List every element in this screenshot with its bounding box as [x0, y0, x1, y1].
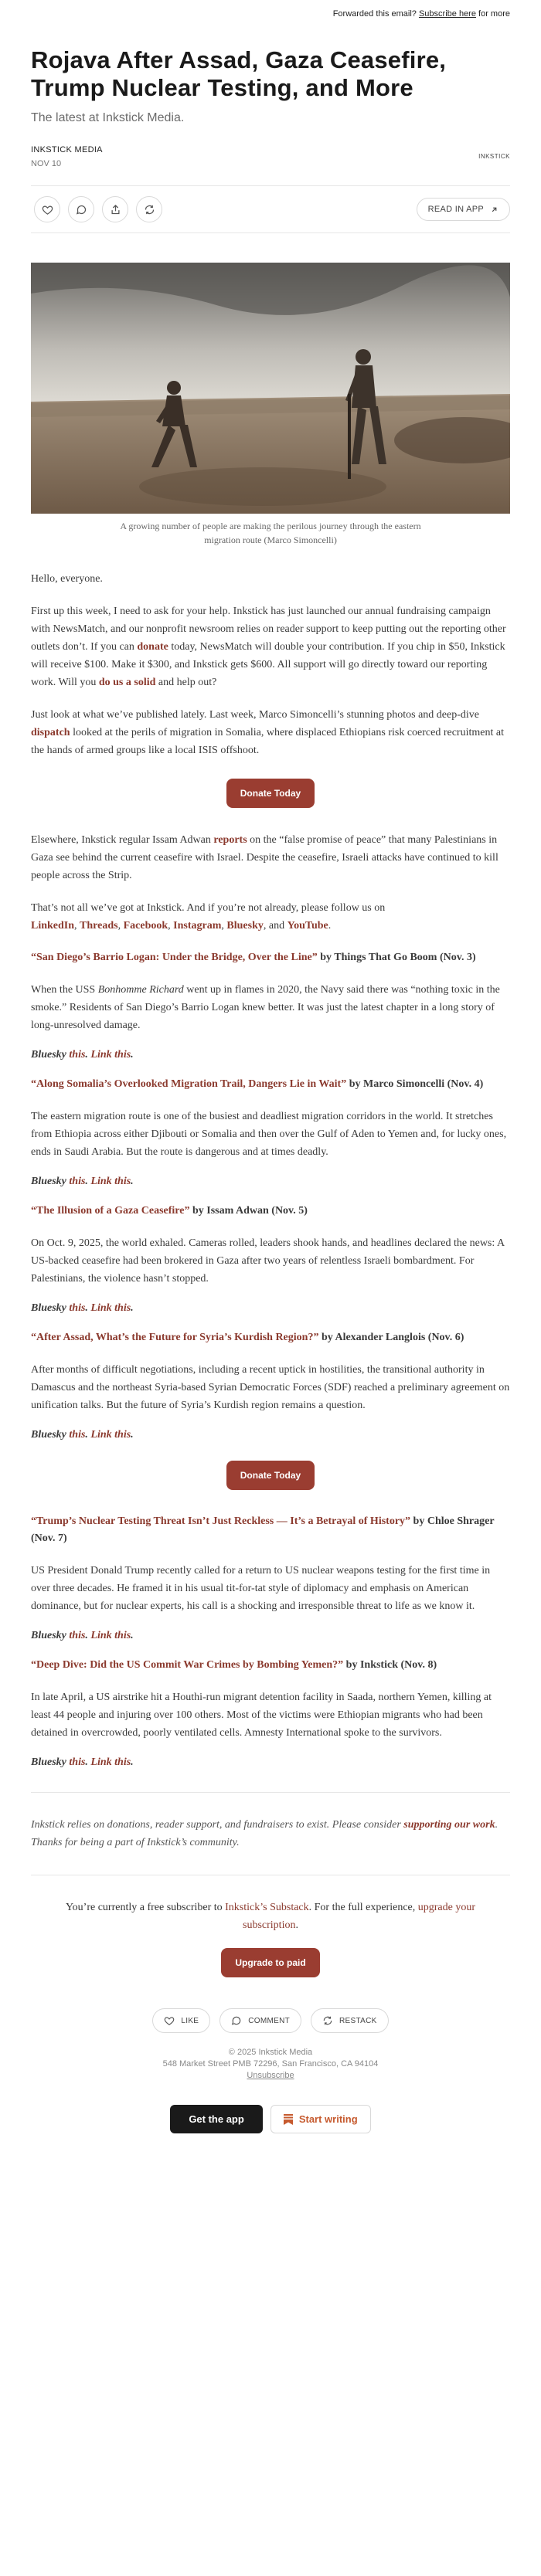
- action-bar: [31, 185, 510, 233]
- story-heading: “The Illusion of a Gaza Ceasefire” by Issam Adwan (Nov. 5): [31, 1205, 308, 1217]
- story-summary: On Oct. 9, 2025, the world exhaled. Cameras rolled, leaders shook hands, and headlines declared the news: A US-backed ceasefire had been brokered in Gaza after two years of relentless Israeli bombardment. For Palestinians, the violence hasn’t stopped.: [31, 1237, 505, 1285]
- hero-photo: [31, 263, 510, 514]
- instagram-link[interactable]: Instagram: [173, 920, 222, 932]
- share-button[interactable]: [102, 196, 128, 222]
- footer-like-button[interactable]: [152, 2008, 210, 2033]
- bluesky-this-link[interactable]: this: [69, 1756, 86, 1768]
- link-this-link[interactable]: Link this: [90, 1630, 131, 1641]
- read-in-app-button[interactable]: [417, 198, 510, 221]
- post-subtitle: The latest at Inkstick Media.: [31, 111, 185, 124]
- story-title-link[interactable]: “Trump’s Nuclear Testing Threat Isn’t Just Reckless — It’s a Betrayal of History”: [31, 1515, 411, 1527]
- address-text: 548 Market Street PMB 72296, San Francisco, CA 94104: [162, 2059, 379, 2069]
- post-meta: [31, 145, 510, 168]
- restack-label: RESTACK: [339, 2016, 377, 2025]
- get-the-app-button[interactable]: Get the app: [170, 2105, 263, 2133]
- story-summary: When the USS Bonhomme Richard went up in flames in 2020, the Navy said there was “nothing toxic in the smoke.” Residents of San Diego’s Barrio Logan knew better. It was just the latest chapter in a long story of long-unresolved damage.: [31, 984, 500, 1031]
- substack-logo-icon: [284, 2114, 293, 2125]
- story-heading: “Along Somalia’s Overlooked Migration Trail, Dangers Lie in Wait” by Marco Simoncelli (Nov. 4): [31, 1078, 484, 1090]
- bluesky-link[interactable]: Bluesky: [226, 920, 264, 932]
- forward-text: Forwarded this email?: [332, 9, 417, 19]
- story-links: Bluesky this. Link this.: [31, 1049, 134, 1061]
- start-writing-button[interactable]: [270, 2105, 371, 2133]
- link-this-link[interactable]: Link this: [90, 1302, 131, 1314]
- footer-comment-button[interactable]: [219, 2008, 301, 2033]
- story-heading: “After Assad, What’s the Future for Syria’s Kurdish Region?” by Alexander Langlois (Nov. 6): [31, 1332, 464, 1343]
- copyright-block: [31, 2047, 510, 2082]
- bluesky-this-link[interactable]: this: [69, 1176, 86, 1187]
- do-us-a-solid-link[interactable]: do us a solid: [98, 677, 156, 688]
- donate-button[interactable]: Donate Today: [226, 1461, 315, 1490]
- facebook-link[interactable]: Facebook: [123, 920, 168, 932]
- publication-logo: INKSTICK: [478, 153, 510, 160]
- story-summary: After months of difficult negotiations, including a recent uptick in hostilities, the transitional authority in Damascus and the northeast Syria-based Syrian Democratic Forces (SDF) reached a preliminary agreement on unification talks. But the future of Syria’s Kurdish region remains a question.: [31, 1364, 510, 1411]
- unsubscribe-link[interactable]: Unsubscribe: [247, 2071, 294, 2080]
- engagement-row: [31, 2008, 510, 2033]
- heart-icon: [42, 204, 53, 216]
- supporting-our-work-link[interactable]: supporting our work: [403, 1819, 495, 1831]
- story-summary: US President Donald Trump recently called for a return to US nuclear weapons testing for the first time in over three decades. He framed it in his usual tit-for-tat style of diplomacy and emphasis on American dominance, but for nuclear experts, his call is a shocking and irresponsible threat to life as we know it.: [31, 1565, 491, 1612]
- link-this-link[interactable]: Link this: [90, 1049, 131, 1061]
- like-label: LIKE: [181, 2016, 199, 2025]
- story-heading: “San Diego’s Barrio Logan: Under the Bridge, Over the Line” by Things That Go Boom (Nov. 3): [31, 952, 476, 963]
- donate-link[interactable]: donate: [137, 641, 168, 653]
- upgrade-subscription-link[interactable]: upgrade your subscription: [243, 1902, 476, 1931]
- youtube-link[interactable]: YouTube: [287, 920, 328, 932]
- story-links: Bluesky this. Link this.: [31, 1756, 134, 1768]
- support-note: Inkstick relies on donations, reader support, and fundraisers to exist. Please consider supporting our work. Thanks for being a part of Inkstick’s community.: [31, 1819, 498, 1848]
- link-this-link[interactable]: Link this: [90, 1176, 131, 1187]
- link-this-link[interactable]: Link this: [90, 1429, 131, 1441]
- story-title-link[interactable]: “Deep Dive: Did the US Commit War Crimes by Bombing Yemen?”: [31, 1659, 344, 1671]
- subscribe-link[interactable]: Subscribe here: [418, 9, 476, 19]
- start-writing-label: Start writing: [298, 2113, 358, 2125]
- bluesky-this-link[interactable]: this: [69, 1630, 86, 1641]
- story-links: Bluesky this. Link this.: [31, 1302, 134, 1314]
- substack-link[interactable]: Inkstick’s Substack: [225, 1902, 309, 1913]
- share-icon: [110, 204, 121, 216]
- bluesky-this-link[interactable]: this: [69, 1049, 86, 1061]
- bottom-cta-row: [31, 2105, 510, 2149]
- story-title-link[interactable]: “The Illusion of a Gaza Ceasefire”: [31, 1205, 190, 1217]
- copyright-text: © 2025 Inkstick Media: [228, 2048, 313, 2057]
- story-summary: In late April, a US airstrike hit a Houthi-run migrant detention facility in Saada, northern Yemen, killing at least 44 people and injuring over 100 others. Most of the victims were Ethiopian migrants who had been detained in overcrowded, poorly ventilated cells. Amnesty International spoke to the survivors.: [31, 1692, 492, 1739]
- story-title-link[interactable]: “Along Somalia’s Overlooked Migration Trail, Dangers Lie in Wait”: [31, 1078, 347, 1090]
- paragraph-social: That’s not all we’ve got at Inkstick. And if you’re not already, please follow us on LinkedIn, Threads, Facebook, Instagram, Bluesky, and YouTube.: [31, 902, 386, 932]
- hero-caption: A growing number of people are making the perilous journey through the eastern migration route (Marco Simoncelli): [120, 521, 421, 545]
- comment-label: COMMENT: [248, 2016, 291, 2025]
- post-date: NOV 10: [31, 159, 62, 168]
- dispatch-link[interactable]: dispatch: [31, 727, 70, 738]
- forward-suffix: for more: [478, 9, 510, 19]
- threads-link[interactable]: Threads: [80, 920, 118, 932]
- heart-icon: [164, 2015, 175, 2026]
- divider: [31, 1792, 510, 1793]
- paragraph-recent-work: Just look at what we’ve published lately. Last week, Marco Simoncelli’s stunning photos and deep-dive dispatch looked at the perils of migration in Somalia, where displaced Ethiopians risk coerced recruitment at the hands of armed groups like a local ISIS offshoot.: [31, 709, 504, 756]
- story-heading: “Deep Dive: Did the US Commit War Crimes by Bombing Yemen?” by Inkstick (Nov. 8): [31, 1659, 437, 1671]
- comment-icon: [76, 204, 87, 216]
- story-summary: The eastern migration route is one of the busiest and deadliest migration corridors in the world. It stretches from Ethiopia across either Djibouti or Somalia and then over the Gulf of Aden to Yemen and, for lucky ones, ends in Saudi Arabia. But the route is dangerous and at times deadly.: [31, 1111, 507, 1158]
- read-in-app-label: READ IN APP: [427, 205, 484, 214]
- story-title-link[interactable]: “San Diego’s Barrio Logan: Under the Bridge, Over the Line”: [31, 952, 318, 963]
- paragraph-fundraising: First up this week, I need to ask for your help. Inkstick has just launched our annual fundraising campaign with NewsMatch, and our nonprofit newsroom relies on reader support to keep putting out the reporting other outlets don’t. If you can donate today, NewsMatch will double your contribution. If you chip in $50, Inkstick will receive $100. Make it $300, and Inkstick gets $600. All support will go directly toward our reporting work. Will you do us a solid and help out?: [31, 606, 506, 688]
- linkedin-link[interactable]: LinkedIn: [31, 920, 75, 932]
- bluesky-this-link[interactable]: this: [69, 1302, 86, 1314]
- hero-image[interactable]: [31, 263, 510, 514]
- story-links: Bluesky this. Link this.: [31, 1176, 134, 1187]
- story-links: Bluesky this. Link this.: [31, 1429, 134, 1441]
- story-heading: “Trump’s Nuclear Testing Threat Isn’t Just Reckless — It’s a Betrayal of History” by Chloe Shrager (Nov. 7): [31, 1515, 495, 1544]
- comment-icon: [231, 2015, 242, 2026]
- upgrade-to-paid-button[interactable]: Upgrade to paid: [221, 1948, 319, 1977]
- restack-icon: [322, 2015, 333, 2026]
- comment-button[interactable]: [68, 196, 94, 222]
- reports-link[interactable]: reports: [213, 834, 247, 846]
- donate-button[interactable]: Donate Today: [226, 779, 315, 808]
- restack-icon: [144, 204, 155, 216]
- forward-bar: [31, 0, 510, 26]
- bluesky-this-link[interactable]: this: [69, 1429, 86, 1441]
- link-this-link[interactable]: Link this: [90, 1756, 131, 1768]
- paragraph-gaza: Elsewhere, Inkstick regular Issam Adwan reports on the “false promise of peace” that many Palestinians in Gaza see behind the current ceasefire with Israel. Despite the ceasefire, Israeli attacks have continued to kill people across the Strip.: [31, 834, 498, 881]
- like-button[interactable]: [34, 196, 60, 222]
- restack-button[interactable]: [136, 196, 162, 222]
- post-title: Rojava After Assad, Gaza Ceasefire, Trump Nuclear Testing, and More: [31, 46, 447, 101]
- subscriber-note: You’re currently a free subscriber to Inkstick’s Substack. For the full experience, upgrade your subscription.: [65, 1902, 476, 1931]
- post-author[interactable]: INKSTICK MEDIA: [31, 145, 103, 154]
- greeting: Hello, everyone.: [31, 573, 103, 585]
- arrow-up-right-icon: [490, 205, 498, 214]
- story-title-link[interactable]: “After Assad, What’s the Future for Syria’s Kurdish Region?”: [31, 1332, 319, 1343]
- story-links: Bluesky this. Link this.: [31, 1630, 134, 1641]
- footer-restack-button[interactable]: [311, 2008, 389, 2033]
